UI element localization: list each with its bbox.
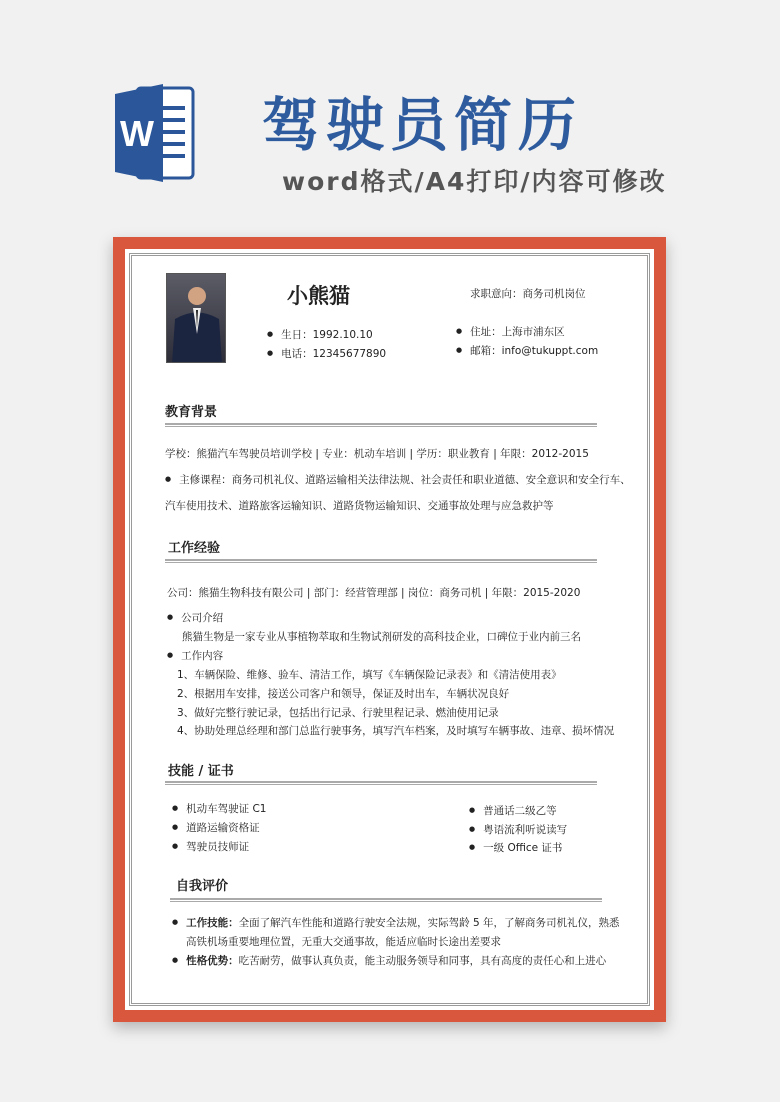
word-doc-icon <box>115 80 195 185</box>
banner-title: 驾驶员简历 <box>262 91 583 159</box>
duty-item: 2、根据用车安排，接送公司客户和领导，保证及时出车，车辆状况良好 <box>177 688 510 700</box>
skill-item: ● 驾驶员技师证 <box>172 839 249 854</box>
divider <box>165 423 597 427</box>
divider <box>165 559 597 563</box>
skill-item: ● 机动车驾驶证 C1 <box>172 801 266 816</box>
skill-item: ● 一级 Office 证书 <box>469 840 562 855</box>
email: ● 邮箱：info@tukuppt.com <box>456 343 598 358</box>
skill-item: ● 普通话二级乙等 <box>469 803 557 818</box>
skill-item: ● 道路运输资格证 <box>172 820 260 835</box>
duty-item: 3、做好完整行驶记录，包括出行记录、行驶里程记录、燃油使用记录 <box>177 707 499 719</box>
section-heading-education: 教育背景 <box>165 405 218 420</box>
divider <box>165 781 597 785</box>
work-skill-label: 工作技能： <box>186 917 239 929</box>
personality-text: 吃苦耐劳，做事认真负责，能主动服务领导和同事，具有高度的责任心和上进心 <box>238 955 607 967</box>
work-skill-line-1 <box>172 915 619 930</box>
section-heading-work: 工作经验 <box>168 541 221 556</box>
section-heading-self-evaluation: 自我评价 <box>176 879 229 894</box>
education-summary: 学校：熊猫汽车驾驶员培训学校 | 专业：机动车培训 | 学历：职业教育 | 年限：2012-2015 <box>165 448 589 460</box>
birth-date: ● 生日：1992.10.10 <box>267 327 373 342</box>
courses-line-2: 汽车使用技术、道路旅客运输知识、道路货物运输知识、交通事故处理与应急救护等 <box>165 500 554 512</box>
personality-line <box>172 953 606 968</box>
address: ● 住址：上海市浦东区 <box>456 324 565 339</box>
candidate-name: 小熊猫 <box>287 284 350 308</box>
duty-item: 1、车辆保险、维修、验车、清洁工作，填写《车辆保险记录表》和《清洁使用表》 <box>177 669 562 681</box>
avatar-photo <box>166 273 226 363</box>
phone: ● 电话：12345677890 <box>267 346 386 361</box>
courses-line-1: ● 主修课程：商务司机礼仪、道路运输相关法律法规、社会责任和职业道德、安全意识和安全行车、 <box>165 472 631 487</box>
duties-label: ● 工作内容 <box>167 648 223 663</box>
company-intro-label: ● 公司介绍 <box>167 610 223 625</box>
section-heading-skills: 技能 / 证书 <box>168 764 234 779</box>
job-objective: 求职意向：商务司机岗位 <box>470 288 586 300</box>
company-intro: 熊猫生物是一家专业从事植物萃取和生物试剂研发的高科技企业，口碑位于业内前三名 <box>182 631 581 643</box>
work-summary: 公司：熊猫生物科技有限公司 | 部门：经营管理部 | 岗位：商务司机 | 年限：2015-2020 <box>167 587 581 599</box>
banner-subtitle: word格式/A4打印/内容可修改 <box>282 167 667 196</box>
divider <box>170 898 602 902</box>
work-skill-line-2: 高铁机场重要地理位置，无重大交通事故，能适应临时长途出差要求 <box>186 936 501 948</box>
skill-item: ● 粤语流利听说读写 <box>469 822 567 837</box>
svg-text:W: W <box>120 113 154 154</box>
personality-label: 性格优势： <box>186 955 239 967</box>
work-skill-text: 全面了解汽车性能和道路行驶安全法规，实际驾龄 5 年，了解商务司机礼仪，熟悉 <box>238 917 620 929</box>
duty-item: 4、协助处理总经理和部门总监行驶事务，填写汽车档案，及时填写车辆事故、违章、损坏情况 <box>177 725 615 737</box>
